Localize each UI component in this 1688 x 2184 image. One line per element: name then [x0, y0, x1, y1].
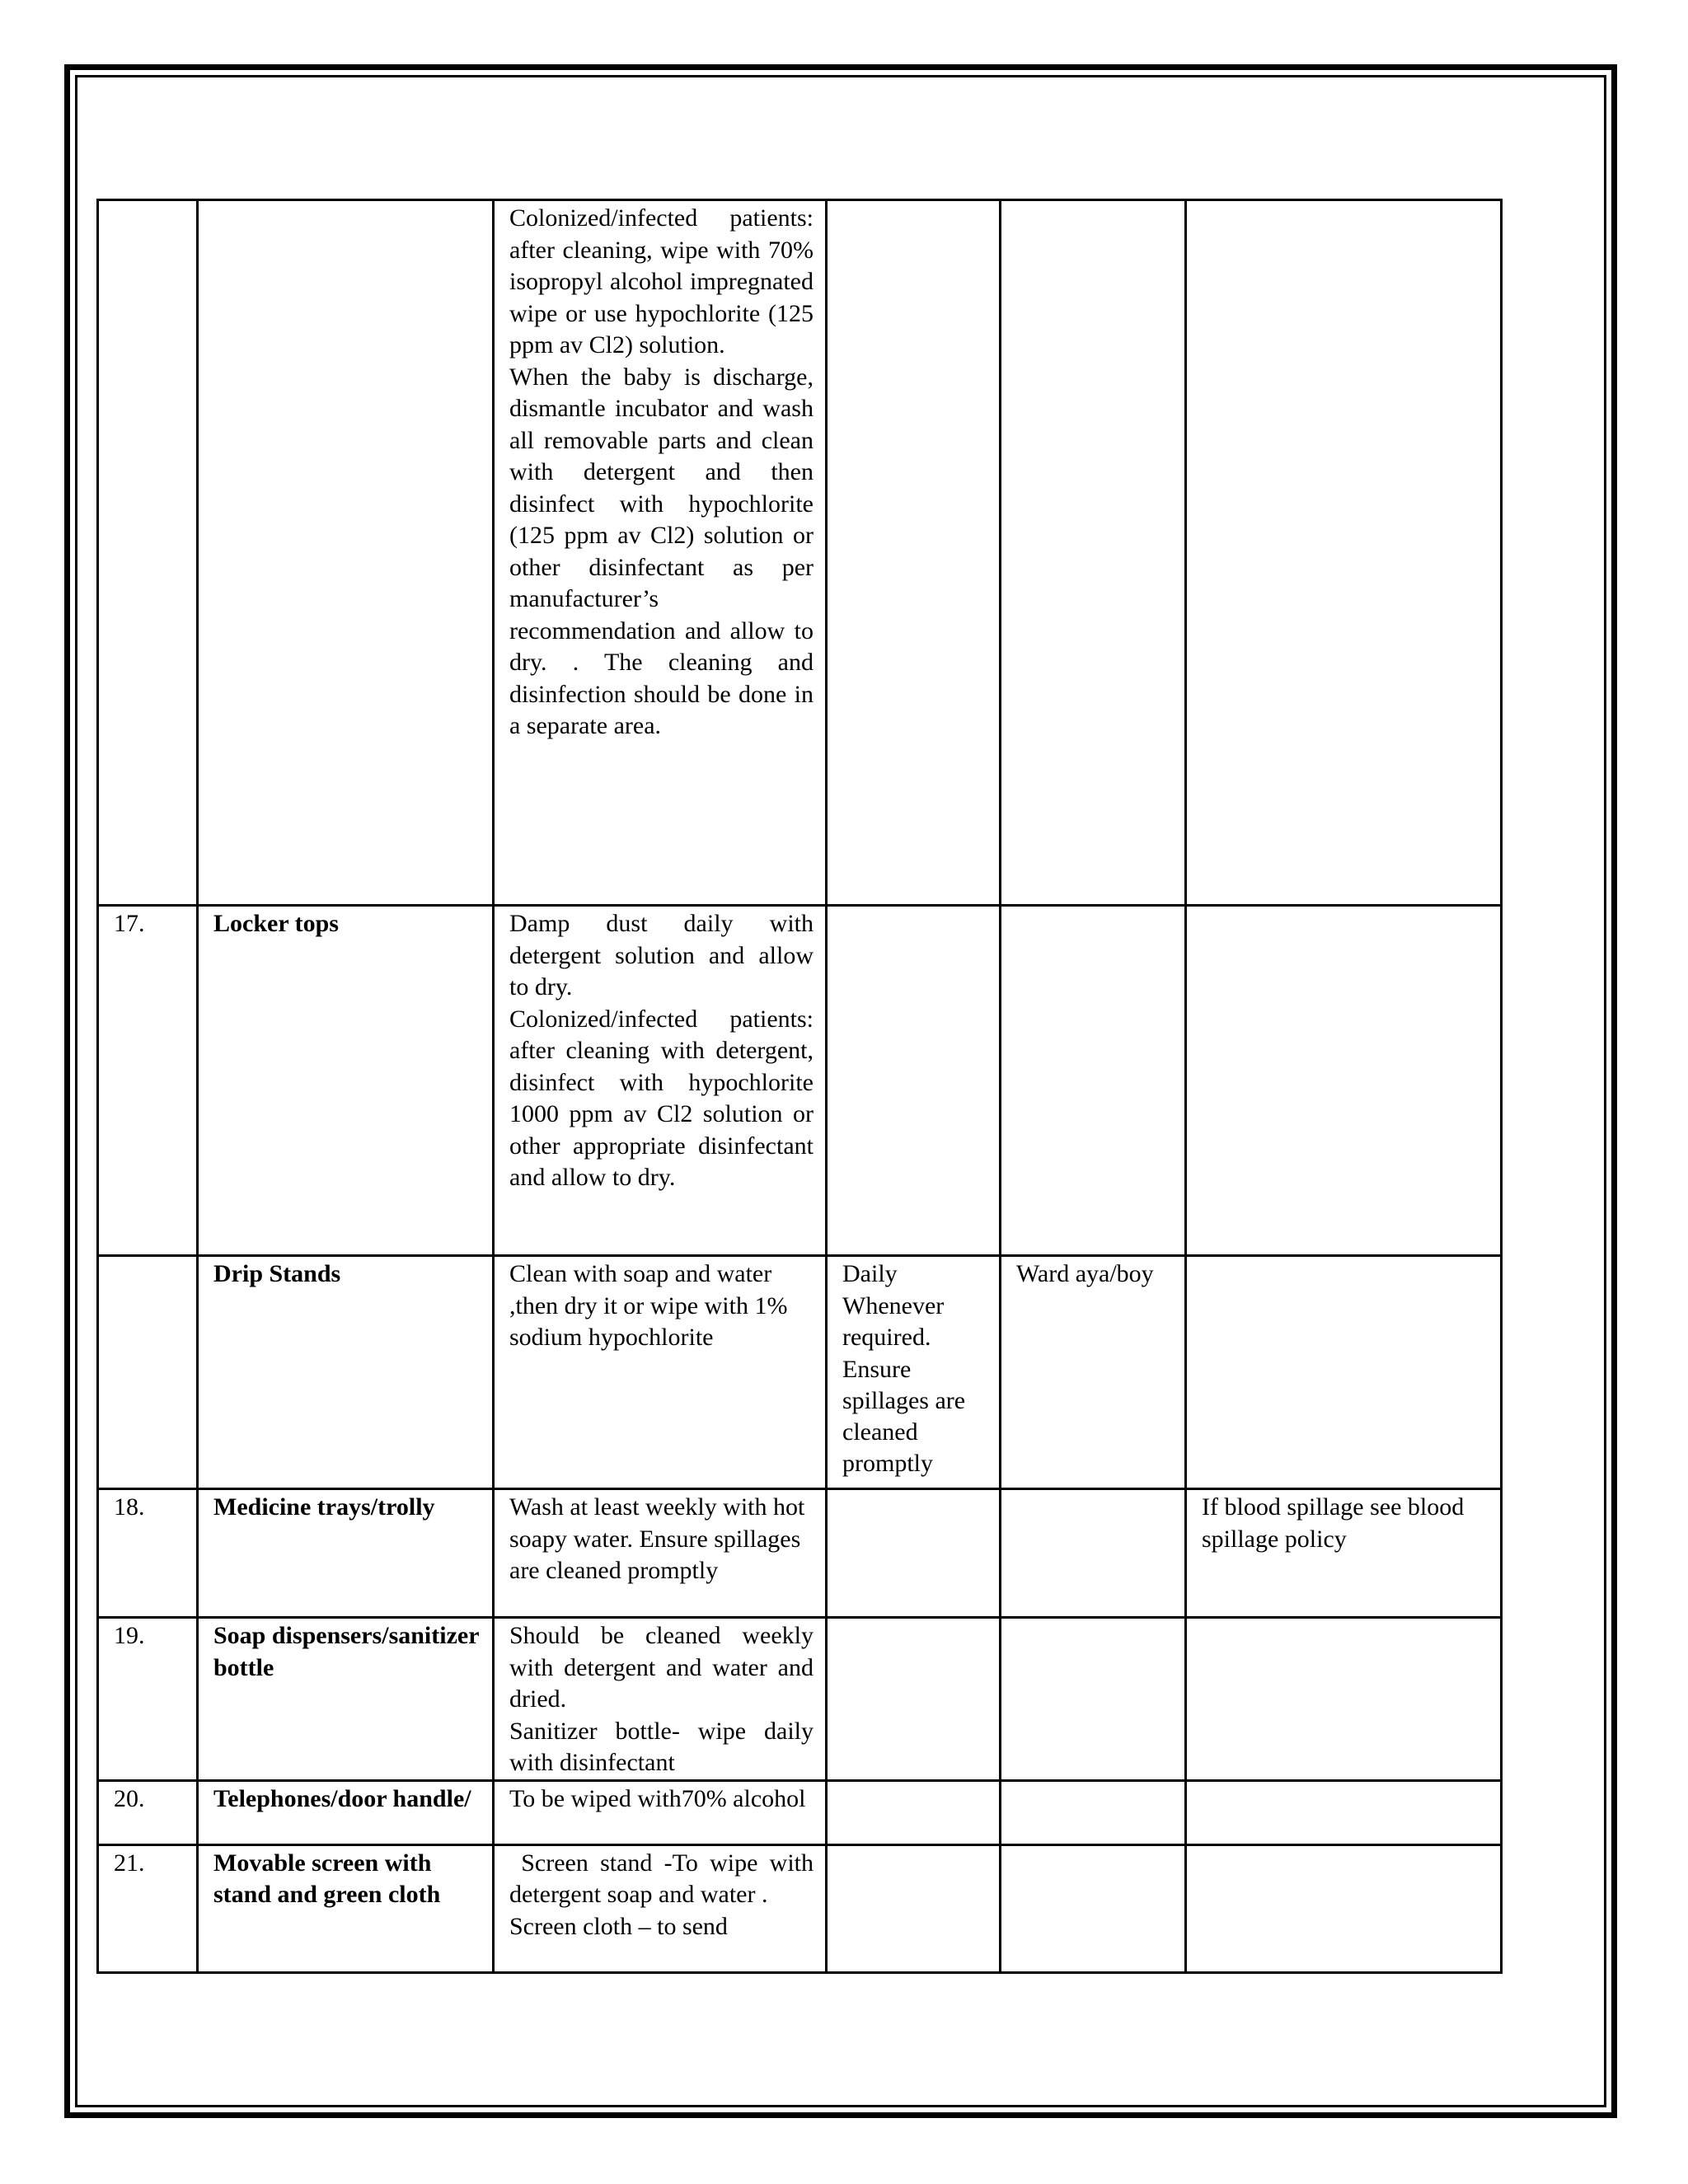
item-name: Soap dispensers/sanitizer bottle — [198, 1618, 494, 1781]
procedure-text: Clean with soap and water ,then dry it or wipe with 1% sodium hypochlorite — [509, 1260, 788, 1351]
cleaning-schedule-table — [96, 199, 1503, 1974]
frequency-note: Ensure spillages are cleaned promptly — [842, 1355, 966, 1477]
item-name — [198, 200, 494, 906]
procedure-text: Colonized/infected patients: after cleaning, wipe with 70% isopropyl alcohol impregnated wipe or use hypochlorite (125 ppm av Cl2) solution. — [509, 204, 814, 359]
procedure-cell — [494, 1844, 827, 1972]
frequency-cell — [827, 1618, 1001, 1781]
table-row — [98, 1780, 1502, 1844]
remarks-cell — [1186, 1780, 1502, 1844]
row-number: 21. — [98, 1844, 198, 1972]
frequency-cell — [827, 906, 1001, 1256]
table-row — [98, 1618, 1502, 1781]
frequency-cell — [827, 1780, 1001, 1844]
row-number: 17. — [98, 906, 198, 1256]
procedure-cell — [494, 1489, 827, 1618]
item-name: Locker tops — [198, 906, 494, 1256]
procedure-text: Screen stand -To wipe with detergent soap and water . — [509, 1849, 820, 1908]
remarks-cell — [1186, 1844, 1502, 1972]
responsible-cell — [1001, 906, 1186, 1256]
procedure-text: Damp dust daily with detergent solution and allow to dry. — [509, 910, 814, 1001]
row-number: 20. — [98, 1780, 198, 1844]
remarks-cell — [1186, 906, 1502, 1256]
remarks-cell — [1186, 1618, 1502, 1781]
row-number — [98, 1256, 198, 1489]
remarks-cell — [1186, 1256, 1502, 1489]
procedure-cell — [494, 1618, 827, 1781]
row-number — [98, 200, 198, 906]
procedure-text: Wash at least weekly with hot soapy water. Ensure spillages are cleaned promptly — [509, 1493, 805, 1584]
table-row — [98, 906, 1502, 1256]
responsible-cell — [1001, 200, 1186, 906]
procedure-text: Sanitizer bottle- wipe daily with disinfectant — [509, 1717, 814, 1776]
responsible-cell — [1001, 1844, 1186, 1972]
responsible-cell — [1001, 1780, 1186, 1844]
table-row — [98, 1844, 1502, 1972]
responsible-cell: Ward aya/boy — [1001, 1256, 1186, 1489]
procedure-text: When the baby is discharge, dismantle incubator and wash all removable parts and clean with detergent and then disinfect with hypochlorite (125 ppm av Cl2) solution or other disinfectant as per manufacturer’s recommendation and allow to dry. . The cleaning and disinfection should be done in a separate area. — [509, 363, 814, 739]
item-name: Movable screen with stand and green cloth — [198, 1844, 494, 1972]
remarks-cell: If blood spillage see blood spillage policy — [1186, 1489, 1502, 1618]
table-row — [98, 1256, 1502, 1489]
frequency-cell — [827, 1256, 1001, 1489]
row-number: 19. — [98, 1618, 198, 1781]
procedure-text: To be wiped with70% alcohol — [509, 1784, 806, 1812]
procedure-cell — [494, 1780, 827, 1844]
procedure-text: Should be cleaned weekly with detergent and water and dried. — [509, 1622, 814, 1713]
remarks-cell — [1186, 200, 1502, 906]
procedure-cell — [494, 1256, 827, 1489]
table-row — [98, 200, 1502, 906]
item-name: Telephones/door handle/ — [198, 1780, 494, 1844]
responsible-cell — [1001, 1489, 1186, 1618]
item-name: Drip Stands — [198, 1256, 494, 1489]
row-number: 18. — [98, 1489, 198, 1618]
item-name: Medicine trays/trolly — [198, 1489, 494, 1618]
frequency-cell — [827, 200, 1001, 906]
frequency-cell — [827, 1489, 1001, 1618]
frequency-text: Daily Whenever required. — [842, 1260, 945, 1351]
procedure-cell — [494, 906, 827, 1256]
responsible-cell — [1001, 1618, 1186, 1781]
table-row — [98, 1489, 1502, 1618]
frequency-cell — [827, 1844, 1001, 1972]
procedure-text: Colonized/infected patients: after cleaning with detergent, disinfect with hypochlorite 1000 ppm av Cl2 solution or other appropriate disinfectant and allow to dry. — [509, 1005, 814, 1191]
procedure-cell — [494, 200, 827, 906]
procedure-text: Screen cloth – to send — [509, 1912, 728, 1940]
